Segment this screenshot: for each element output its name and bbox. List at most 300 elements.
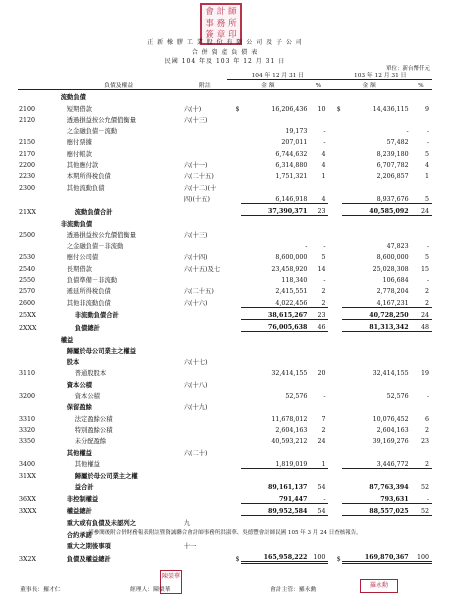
currency-104	[227, 389, 240, 400]
amount-104: 40,593,212	[271, 438, 308, 446]
pct-104	[308, 113, 328, 124]
note-ref: 六(十六)	[183, 300, 208, 308]
currency-104	[227, 468, 240, 480]
amount-104: -	[305, 243, 308, 251]
pct-103	[410, 90, 432, 102]
currency-103	[328, 273, 341, 284]
pct-104: 54	[317, 484, 326, 492]
amount-103	[342, 216, 410, 228]
currency-104	[227, 261, 240, 272]
account-name: 歸屬於母公司業主之權益	[66, 347, 136, 355]
pct-104: 2	[321, 288, 326, 296]
pct-104: 20	[317, 370, 326, 378]
unit-label: 單位：新台幣仟元	[385, 66, 430, 72]
account-code: 2570	[19, 288, 36, 296]
amount-103: 88,557,025	[342, 503, 410, 515]
account-code: 2170	[19, 150, 36, 158]
account-code	[18, 480, 55, 491]
account-code: 3X2X	[19, 555, 36, 563]
note-ref	[183, 550, 228, 563]
amount-103: 106,684	[382, 277, 409, 285]
company-name: 正 新 橡 膠 工 業 股 份 有 限 公 司 及 子 公 司	[147, 39, 303, 46]
account-code: 2230	[19, 173, 36, 181]
pct-104: 23	[308, 203, 328, 215]
currency-103	[328, 239, 341, 250]
pct-103: 15	[420, 265, 429, 273]
currency-104	[227, 491, 240, 503]
account-code: 2XXX	[19, 324, 37, 332]
amount-103: 52,576	[386, 393, 409, 401]
pct-104	[308, 344, 328, 355]
account-code	[18, 377, 55, 388]
pct-103: 2	[424, 426, 429, 434]
table-row	[18, 491, 432, 503]
amount-104	[241, 332, 309, 344]
account-name: 其他應付款	[66, 162, 99, 170]
account-code	[18, 239, 55, 250]
note-ref	[183, 480, 228, 491]
currency-104	[227, 180, 240, 191]
note-ref	[183, 366, 228, 377]
note-ref: 六(十八)	[183, 381, 208, 389]
currency-103: $	[336, 105, 341, 113]
account-name: 其他權益	[74, 461, 100, 469]
amount-103	[342, 468, 410, 480]
table-row	[18, 284, 432, 295]
currency-104	[227, 250, 240, 261]
account-name: 合約承諾	[66, 531, 92, 539]
currency-103	[328, 307, 341, 319]
account-name: 負債及權益總計	[66, 555, 111, 563]
amount-104	[241, 515, 309, 527]
amount-104	[241, 90, 309, 102]
note-ref: 十一	[183, 542, 197, 550]
table-row	[18, 480, 432, 491]
table-row	[18, 445, 432, 456]
amount-103: 2,206,857	[376, 173, 409, 181]
note-ref: 六(十)	[183, 105, 202, 113]
amount-104	[241, 355, 309, 366]
pct-104: 2	[308, 295, 328, 307]
currency-104	[227, 503, 240, 515]
account-name: 之金融負債－非流動	[66, 243, 124, 251]
currency-104	[227, 146, 240, 157]
col-header-pct-104: %	[308, 80, 328, 90]
currency-104	[227, 400, 240, 411]
amount-104: 6,744,632	[275, 150, 308, 158]
amount-104	[241, 344, 309, 355]
table-row	[18, 135, 432, 146]
currency-104	[227, 90, 240, 102]
note-ref	[183, 307, 228, 319]
pct-103: -	[426, 393, 429, 401]
table-row	[18, 400, 432, 411]
pct-103: 23	[420, 438, 429, 446]
account-name: 特別盈餘公積	[74, 426, 113, 434]
table-row	[18, 146, 432, 157]
currency-104	[227, 228, 240, 239]
note-ref: 六(二十五)	[183, 288, 214, 296]
currency-104	[227, 124, 240, 135]
pct-104: 14	[317, 265, 326, 273]
note-ref	[183, 389, 228, 400]
account-name: 其他流動負債	[66, 184, 105, 192]
account-code: 2540	[19, 265, 36, 273]
account-name: 普通股股本	[74, 370, 107, 378]
pct-104: 46	[308, 319, 328, 331]
amount-104	[241, 400, 309, 411]
account-code: 3XXX	[19, 508, 37, 516]
currency-103	[328, 228, 341, 239]
currency-103	[328, 480, 341, 491]
amount-104: 16,206,436	[271, 105, 308, 113]
pct-103: 1	[424, 173, 429, 181]
currency-104: $	[235, 105, 240, 113]
note-ref	[183, 457, 228, 469]
pct-104	[308, 355, 328, 366]
account-code: 2120	[19, 116, 36, 124]
amount-104: 2,415,551	[275, 288, 308, 296]
col-header-amount-104: 金 額	[227, 80, 308, 90]
col-header-period-103: 103 年 12 月 31 日	[328, 70, 432, 80]
table-row	[18, 539, 432, 550]
account-name: 法定盈餘公積	[74, 415, 113, 423]
currency-103: $	[336, 555, 341, 563]
table-row	[18, 239, 432, 250]
pct-103	[410, 113, 432, 124]
currency-103	[328, 355, 341, 366]
table-row	[18, 203, 432, 215]
pct-104: 4	[308, 192, 328, 204]
account-code: 2600	[19, 300, 36, 308]
note-ref	[183, 468, 228, 480]
col-header-pct-103: %	[410, 80, 432, 90]
pct-104: 24	[317, 438, 326, 446]
currency-103	[328, 295, 341, 307]
balance-sheet-table	[18, 70, 432, 564]
note-ref: 四)(十五)	[183, 196, 210, 204]
currency-104	[227, 169, 240, 180]
note-ref	[183, 124, 228, 135]
amount-104	[241, 468, 309, 480]
amount-103: 169,870,367	[342, 550, 410, 563]
amount-103	[342, 90, 410, 102]
pct-103	[410, 445, 432, 456]
amount-103: 47,823	[386, 243, 409, 251]
account-name: 其他權益	[66, 449, 92, 457]
amount-103: 8,239,180	[376, 150, 409, 158]
currency-103	[328, 158, 341, 169]
note-ref	[183, 319, 228, 331]
pct-103: 52	[410, 503, 432, 515]
note-ref	[183, 332, 228, 344]
table-row	[18, 228, 432, 239]
amount-104: 89,952,584	[241, 503, 309, 515]
amount-104	[241, 539, 309, 550]
account-name: 流動負債	[60, 94, 86, 102]
currency-103	[328, 515, 341, 527]
amount-104: 118,340	[281, 277, 308, 285]
pct-103: 2	[410, 457, 432, 469]
table-row	[18, 180, 432, 191]
pct-103	[410, 355, 432, 366]
currency-103	[328, 250, 341, 261]
amount-103: 81,313,342	[342, 319, 410, 331]
table-row	[18, 377, 432, 388]
account-code: 25XX	[19, 312, 36, 320]
account-code: 21XX	[19, 208, 36, 216]
currency-104	[227, 192, 240, 204]
table-row	[18, 515, 432, 527]
amount-104: 52,576	[285, 393, 308, 401]
note-ref	[183, 434, 228, 445]
account-code	[18, 124, 55, 135]
note-ref: 六(十九)	[183, 404, 208, 412]
pct-103	[410, 180, 432, 191]
account-name: 資本公積	[66, 381, 92, 389]
note-ref	[183, 503, 228, 515]
pct-104: 4	[321, 162, 326, 170]
note-ref	[183, 273, 228, 284]
currency-104	[227, 480, 240, 491]
table-row	[18, 250, 432, 261]
amount-103	[342, 228, 410, 239]
account-name: 應付帳款	[66, 150, 92, 158]
currency-103	[328, 344, 341, 355]
amount-103: 2,778,204	[376, 288, 409, 296]
chairman-signature: 董事長：羅才仁	[20, 587, 61, 593]
account-code: 2550	[19, 277, 36, 285]
pct-104: 1	[308, 457, 328, 469]
amount-103: 14,436,115	[372, 105, 409, 113]
auditor-seal: 會 計 師 事 務 所 簽 章 印	[200, 3, 242, 45]
account-code: 2530	[19, 254, 36, 262]
account-code: 3320	[19, 426, 36, 434]
pct-104: 23	[308, 307, 328, 319]
note-ref	[183, 135, 228, 146]
table-row	[18, 124, 432, 135]
amount-103: 87,763,394	[369, 484, 409, 492]
account-code: 2500	[19, 231, 36, 239]
account-code: 3200	[19, 393, 36, 401]
account-code: 2300	[19, 184, 36, 192]
account-name: 透過損益按公允價值衡量	[66, 231, 136, 239]
table-row	[18, 319, 432, 331]
currency-104	[227, 332, 240, 344]
currency-104	[227, 539, 240, 550]
account-name: 非流動負債	[60, 220, 93, 228]
amount-104: 37,390,371	[241, 203, 309, 215]
account-name: 負債總計	[74, 324, 100, 332]
currency-104	[227, 203, 240, 215]
currency-103	[328, 180, 341, 191]
account-code: 3110	[19, 370, 36, 378]
amount-103	[342, 355, 410, 366]
account-name: 透過損益按公允價值衡量	[66, 116, 136, 124]
account-name: 權益總計	[66, 508, 92, 516]
pct-103: -	[426, 139, 429, 147]
pct-104: 100	[308, 550, 328, 563]
account-name: 歸屬於母公司業主之權	[74, 473, 138, 481]
account-code	[18, 216, 55, 228]
account-code: 2100	[19, 105, 36, 113]
note-ref: 九	[183, 520, 190, 528]
note-ref	[183, 146, 228, 157]
amount-104	[241, 180, 309, 191]
amount-104	[241, 216, 309, 228]
note-ref: 六(十二)(十	[183, 184, 217, 192]
account-name: 非控制權益	[66, 496, 99, 504]
account-code	[18, 332, 55, 344]
pct-103: 24	[410, 307, 432, 319]
amount-104: 89,161,137	[267, 484, 308, 492]
currency-104	[227, 457, 240, 469]
amount-104: 2,604,163	[275, 426, 308, 434]
currency-103	[328, 261, 341, 272]
pct-104	[308, 539, 328, 550]
table-row	[18, 113, 432, 124]
currency-103	[328, 434, 341, 445]
pct-103: 5	[410, 192, 432, 204]
currency-104	[227, 319, 240, 331]
note-ref: 六(十三)	[183, 116, 208, 124]
note-ref	[183, 90, 228, 102]
pct-104: -	[308, 491, 328, 503]
currency-103	[328, 192, 341, 204]
amount-104: 207,011	[281, 139, 308, 147]
table-row	[18, 344, 432, 355]
note-ref	[183, 411, 228, 422]
currency-103	[328, 468, 341, 480]
currency-103	[328, 539, 341, 550]
col-header-amount-103: 金 額	[328, 80, 409, 90]
amount-103: -	[406, 128, 409, 136]
currency-103	[328, 203, 341, 215]
note-ref	[183, 423, 228, 434]
pct-103: 24	[410, 203, 432, 215]
pct-104: -	[323, 393, 326, 401]
account-code	[18, 344, 55, 355]
pct-103: 4	[424, 162, 429, 170]
currency-103	[328, 491, 341, 503]
account-name: 應付票據	[66, 139, 92, 147]
currency-103	[328, 90, 341, 102]
account-code: 2200	[19, 162, 36, 170]
amount-103	[342, 113, 410, 124]
currency-104	[227, 377, 240, 388]
account-code: 31XX	[19, 473, 36, 481]
amount-104: 6,314,880	[275, 162, 308, 170]
currency-103	[328, 445, 341, 456]
pct-103	[410, 332, 432, 344]
col-header-period-104: 104 年 12 月 31 日	[227, 70, 328, 80]
amount-104: 23,458,920	[271, 265, 308, 273]
pct-104	[308, 216, 328, 228]
account-name: 流動負債合計	[74, 208, 113, 216]
amount-104: 4,022,456	[241, 295, 309, 307]
account-name: 股本	[66, 359, 80, 367]
accountant-stamp: 羅永勳	[360, 579, 398, 593]
amount-103: 39,169,276	[372, 438, 409, 446]
currency-103	[328, 135, 341, 146]
currency-104	[227, 113, 240, 124]
table-row	[18, 434, 432, 445]
pct-104: -	[323, 139, 326, 147]
pct-103	[410, 468, 432, 480]
amount-103: 793,631	[342, 491, 410, 503]
table-row	[18, 550, 432, 563]
pct-103	[410, 377, 432, 388]
amount-103: 32,414,155	[372, 370, 409, 378]
statement-title: 合 併 資 產 負 債 表	[191, 49, 259, 56]
pct-104	[308, 332, 328, 344]
table-row	[18, 90, 432, 102]
currency-103	[328, 146, 341, 157]
currency-103	[328, 423, 341, 434]
amount-103: 6,707,782	[376, 162, 409, 170]
table-row	[18, 216, 432, 228]
amount-103: 3,446,772	[342, 457, 410, 469]
currency-104: $	[235, 555, 240, 563]
amount-104: 8,600,000	[275, 254, 308, 262]
note-ref	[183, 344, 228, 355]
table-row	[18, 366, 432, 377]
account-code	[18, 539, 55, 550]
account-code: 3310	[19, 415, 36, 423]
account-code	[18, 90, 55, 102]
amount-103: 8,937,676	[342, 192, 410, 204]
pct-104	[308, 90, 328, 102]
manager-signature: 經理人：陳榮華	[130, 587, 171, 593]
amount-104: 1,819,019	[241, 457, 309, 469]
table-row	[18, 307, 432, 319]
account-name: 保留盈餘	[66, 404, 92, 412]
account-name: 重大之期後事項	[66, 542, 111, 550]
currency-104	[227, 355, 240, 366]
account-code	[18, 515, 55, 527]
account-name: 益合計	[74, 484, 94, 492]
currency-103	[328, 113, 341, 124]
footer-note: 請參閱後附合併財務報表附註暨資誠聯合會計師事務所洪淑華、吳德豐會計師民國 105 年 3 月 24 日查核報告。	[88, 530, 362, 536]
pct-103: -	[426, 243, 429, 251]
amount-104: 76,005,638	[241, 319, 309, 331]
pct-103: -	[410, 491, 432, 503]
account-code	[18, 192, 55, 204]
currency-103	[328, 216, 341, 228]
currency-103	[328, 284, 341, 295]
col-header-note: 附註	[183, 70, 228, 90]
col-header-item: 負債及權益	[55, 70, 183, 90]
table-row	[18, 411, 432, 422]
table-row	[18, 423, 432, 434]
currency-103	[328, 457, 341, 469]
account-code	[18, 355, 55, 366]
account-code: 36XX	[19, 496, 36, 504]
currency-103	[328, 389, 341, 400]
note-ref	[183, 203, 228, 215]
amount-104	[241, 445, 309, 456]
pct-104	[308, 180, 328, 191]
amount-103: 8,600,000	[376, 254, 409, 262]
amount-104: 11,678,012	[271, 415, 308, 423]
pct-103	[410, 400, 432, 411]
pct-104: -	[323, 277, 326, 285]
table-row	[18, 101, 432, 112]
account-name: 遞延所得稅負債	[66, 288, 111, 296]
account-name: 非流動負債合計	[74, 312, 119, 320]
currency-104	[227, 344, 240, 355]
amount-104: 791,447	[241, 491, 309, 503]
